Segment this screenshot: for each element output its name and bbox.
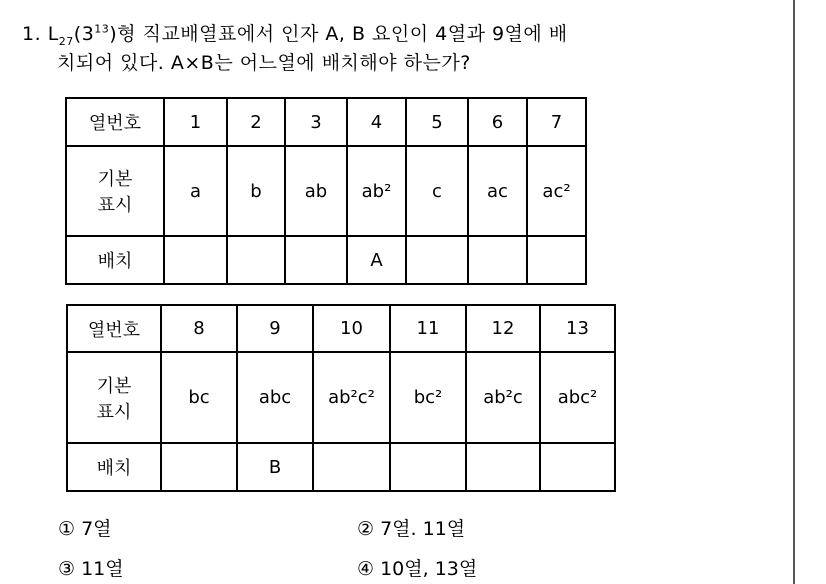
question-line-1: 1. $L_{27}(3^{13})$형 직교배열표에서 인자 A, B 요인이 4열과 9열에 배 — [22, 22, 568, 48]
basic-notation-cell: bc² — [390, 352, 466, 443]
column-number-cell: 2 — [227, 98, 285, 146]
assignment-cell — [527, 236, 586, 284]
assignment-cell — [468, 236, 527, 284]
assignment-cell — [227, 236, 285, 284]
row-assign: 배치 B — [67, 443, 615, 491]
column-number-cell: 10 — [313, 305, 390, 352]
basic-notation-cell: c — [406, 146, 468, 236]
basic-notation-cell: a — [164, 146, 227, 236]
orthogonal-table-1 — [65, 97, 587, 285]
basic-notation-cell: ac² — [527, 146, 586, 236]
basic-notation-cell: b — [227, 146, 285, 236]
assignment-cell — [540, 443, 615, 491]
column-number-cell: 4 — [347, 98, 406, 146]
basic-notation-cell: abc² — [540, 352, 615, 443]
assignment-cell — [390, 443, 466, 491]
row-col-no: 열번호 1 2 3 4 5 6 7 — [66, 98, 586, 146]
assignment-cell — [313, 443, 390, 491]
assignment-cell — [164, 236, 227, 284]
option-1[interactable]: ① 7열 — [58, 518, 112, 540]
basic-notation-cell: ac — [468, 146, 527, 236]
assignment-cell — [161, 443, 237, 491]
row-basic: 기본 표시 bc abc ab²c² bc² ab²c abc² — [67, 352, 615, 443]
column-number-cell: 12 — [466, 305, 540, 352]
column-number-cell: 8 — [161, 305, 237, 352]
basic-notation-cell: ab²c² — [313, 352, 390, 443]
option-4[interactable]: ④ 10열, 13열 — [357, 558, 478, 580]
assignment-cell — [406, 236, 468, 284]
assignment-cell: A — [347, 236, 406, 284]
basic-notation-cell: ab — [285, 146, 347, 236]
basic-notation-cell: ab²c — [466, 352, 540, 443]
assignment-cell — [285, 236, 347, 284]
column-number-cell: 11 — [390, 305, 466, 352]
row-assign: 배치 A — [66, 236, 586, 284]
question-line-2: 치되어 있다. A×B는 어느열에 배치해야 하는가? — [57, 52, 471, 74]
option-2[interactable]: ② 7열. 11열 — [357, 518, 466, 540]
column-number-cell: 3 — [285, 98, 347, 146]
basic-notation-cell: bc — [161, 352, 237, 443]
basic-notation-cell: abc — [237, 352, 313, 443]
column-number-cell: 6 — [468, 98, 527, 146]
column-number-cell: 5 — [406, 98, 468, 146]
row-col-no: 열번호 8 9 10 11 12 13 — [67, 305, 615, 352]
basic-notation-cell: ab² — [347, 146, 406, 236]
assignment-cell — [466, 443, 540, 491]
row-basic: 기본 표시 a b ab ab² c ac ac² — [66, 146, 586, 236]
page-border-line — [793, 0, 795, 584]
assignment-cell: B — [237, 443, 313, 491]
column-number-cell: 9 — [237, 305, 313, 352]
column-number-cell: 13 — [540, 305, 615, 352]
option-3[interactable]: ③ 11열 — [58, 558, 124, 580]
orthogonal-table-2 — [66, 304, 616, 492]
column-number-cell: 7 — [527, 98, 586, 146]
column-number-cell: 1 — [164, 98, 227, 146]
